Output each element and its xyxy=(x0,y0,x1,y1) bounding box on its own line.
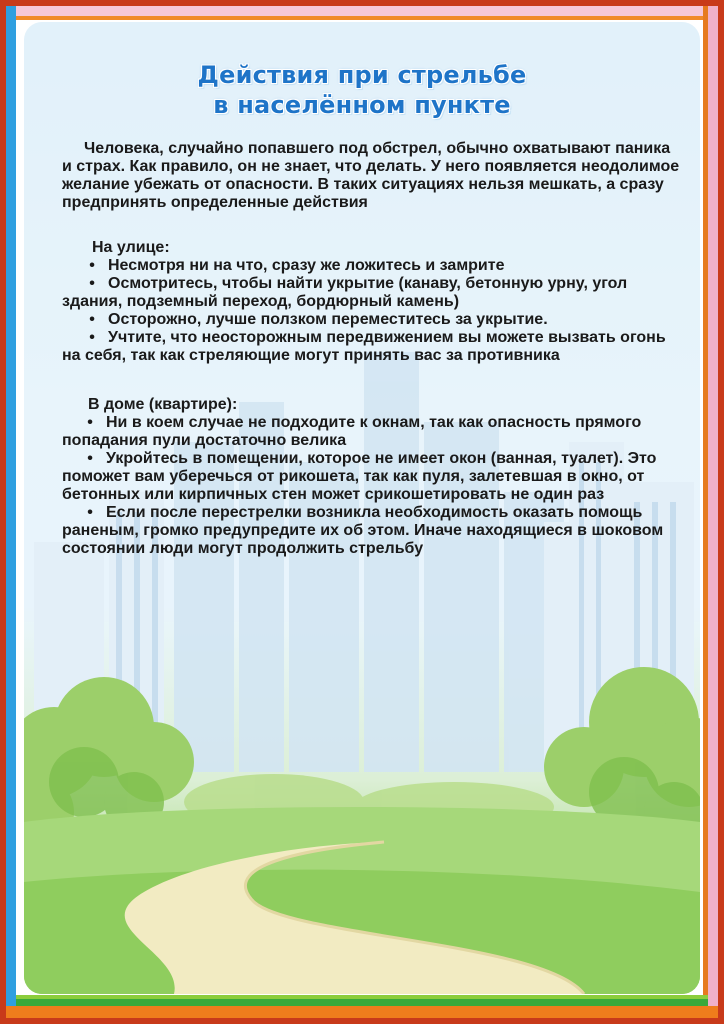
list-item xyxy=(62,414,682,450)
list-item-text: Учтите, что неосторожным передвижением вы можете вызвать огонь на себя, так как стреляющие могут принять вас за противника xyxy=(62,329,666,364)
list-item xyxy=(62,257,682,275)
poster-body xyxy=(62,140,682,558)
list-item-text: Несмотря ни на что, сразу же ложитесь и замрите xyxy=(108,257,505,274)
bullet-icon: • xyxy=(87,504,93,521)
bullet-icon: • xyxy=(89,275,95,292)
frame-bottom-inner-stripe xyxy=(16,999,708,1006)
list-item-text: Если после перестрелки возникла необходимость оказать помощь раненым, громко предупредите их об этом. Иначе находящиеся в шоковом состоянии люди могут продолжить стрельбу xyxy=(62,504,664,557)
frame-right-inner-stripe xyxy=(703,6,708,1018)
poster-title xyxy=(24,60,700,120)
frame-top-inner-stripe xyxy=(16,16,708,20)
frame-top-stripe xyxy=(6,6,718,16)
bullet-icon: • xyxy=(87,414,93,431)
bullet-icon: • xyxy=(89,329,95,346)
poster-panel xyxy=(24,22,700,994)
frame-left-stripe xyxy=(6,6,16,1018)
title-line-1: Действия при стрельбе xyxy=(197,61,527,89)
bullet-icon: • xyxy=(89,311,95,328)
list-item-text: Ни в коем случае не подходите к окнам, так как опасность прямого попадания пули достаточно велика xyxy=(62,414,642,449)
list-item-text: Осторожно, лучше ползком переместитесь за укрытие. xyxy=(108,311,548,328)
frame-bottom-light-stripe xyxy=(16,995,708,999)
section-heading-street: На улице: xyxy=(92,239,170,256)
intro-paragraph: Человека, случайно попавшего под обстрел, обычно охватывают паника и страх. Как правило, он не знает, что делать. У него появляется неодолимое желание убежать от опасности. В таких ситуациях нельзя мешкать, а сразу предпринять определенные действия xyxy=(62,140,680,211)
list-item xyxy=(62,329,682,365)
list-item-text: Укройтесь в помещении, которое не имеет окон (ванная, туалет). Это поможет вам уберечься от рикошета, так как пуля, залетевшая в окно, от бетонных или кирпичных стен может срикошетировать не один раз xyxy=(62,450,657,503)
list-item-text: Осмотритесь, чтобы найти укрытие (канаву, бетонную урну, угол здания, подземный переход, бордюрный камень) xyxy=(62,275,628,310)
list-item xyxy=(62,504,682,558)
list-item xyxy=(62,275,682,311)
list-item xyxy=(62,450,682,504)
frame-bottom-stripe xyxy=(6,1006,718,1018)
list-item xyxy=(62,311,682,329)
frame-right-stripe xyxy=(708,6,718,1018)
home-bullet-list xyxy=(62,414,682,558)
bullet-icon: • xyxy=(87,450,93,467)
section-heading-home: В доме (квартире): xyxy=(88,396,238,413)
title-line-2: в населённом пункте xyxy=(213,91,511,119)
bullet-icon: • xyxy=(89,257,95,274)
street-bullet-list xyxy=(62,257,682,365)
